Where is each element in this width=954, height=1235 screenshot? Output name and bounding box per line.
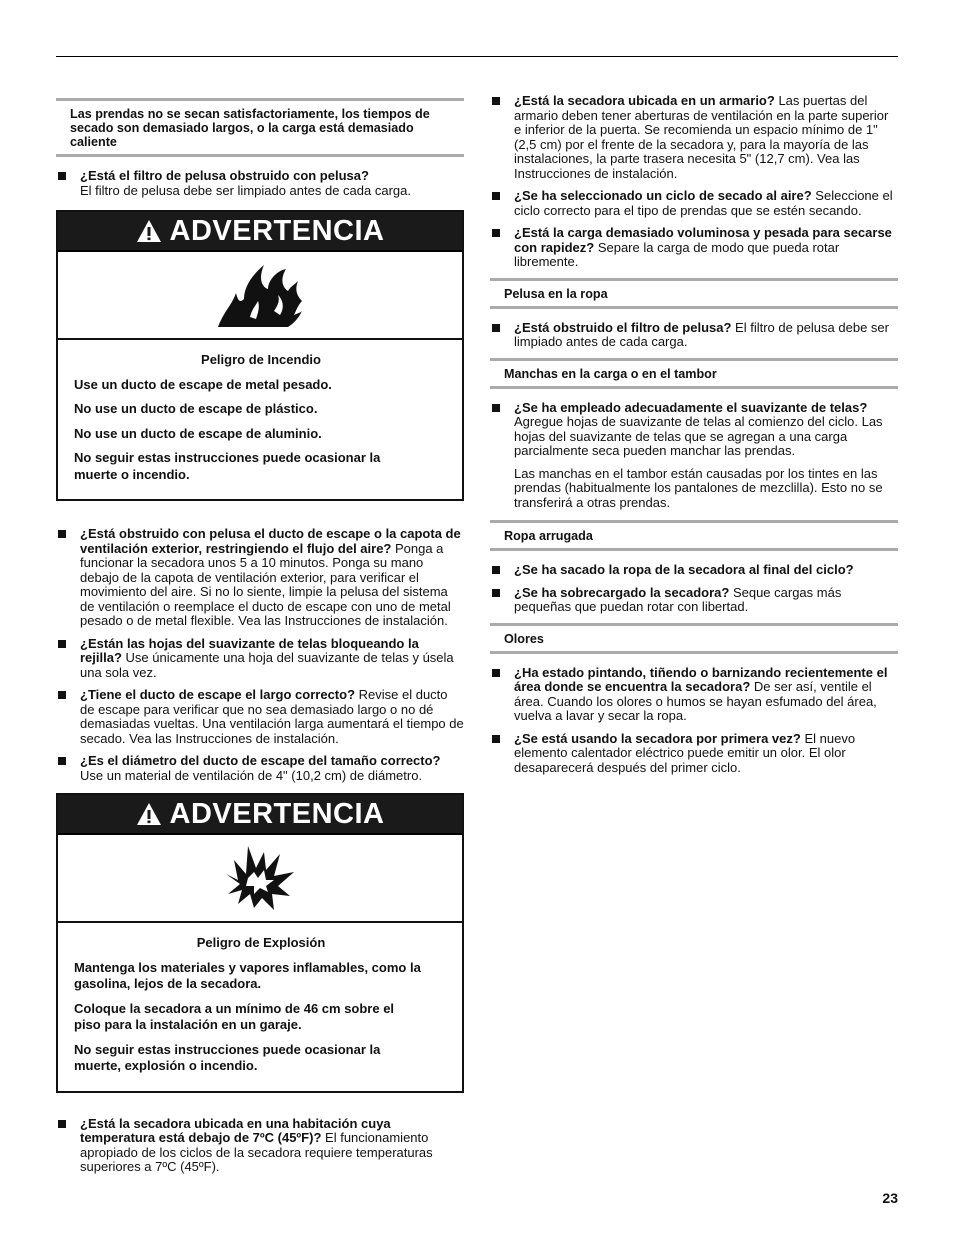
list-item [56, 754, 464, 783]
page-number: 23 [882, 1190, 898, 1206]
list-item [490, 401, 898, 459]
item-list-top [490, 94, 898, 270]
warning-line: No seguir estas instrucciones puede ocasionar la muerte o incendio. [74, 450, 381, 482]
item-answer: El funcionamiento apropiado de los ciclos de la secadora requiere temperaturas superiores a 7ºC (45ºF). [80, 1130, 433, 1174]
item-question: ¿Está la secadora ubicada en un armario? [514, 93, 775, 108]
section-heading-olores: Olores [490, 623, 898, 654]
item-question: ¿Se ha empleado adecuadamente el suavizante de telas? [514, 399, 868, 415]
top-rule [56, 56, 898, 57]
item-question: ¿Es el diámetro del ducto de escape del tamaño correcto? [80, 753, 441, 768]
list-item [56, 688, 464, 746]
list-item [490, 732, 898, 776]
warning-triangle-icon [136, 219, 162, 243]
bullet-icon [58, 757, 66, 765]
item-question: ¿Está la carga demasiado voluminosa y pesada para secarse con rapidez? [514, 225, 892, 255]
item-question: ¿Está obstruido con pelusa el ducto de escape o la capota de ventilación exterior, restringiendo el flujo del aire? [80, 526, 461, 556]
warning-line: No seguir estas instrucciones puede ocasionar la muerte, explosión o incendio. [74, 1041, 381, 1073]
item-question: ¿Se ha sacado la ropa de la secadora al final del ciclo? [514, 562, 854, 577]
bullet-icon [58, 172, 66, 180]
bullet-icon [492, 404, 500, 412]
item-question: ¿Ha estado pintando, tiñendo o barnizando recientemente el área donde se encuentra la secadora? [514, 664, 888, 694]
list-item [490, 586, 898, 615]
item-answer: Ponga a funcionar la secadora unos 5 a 10 minutos. Ponga su mano debajo de la capota de ventilación exterior, para verificar el movimiento del aire. Si no lo siente, limpie la pelusa del sistema de ventilación o reemplace el ducto de escape con uno de metal pesado o de metal flexible. Vea las Instrucciones de instalación. [80, 540, 451, 628]
bullet-icon [58, 530, 66, 538]
item-answer: Agregue hojas de suavizante de telas al comienzo del ciclo. Las hojas del suavizante de telas que se agregan a una carga parcialmente seca pueden manchar las prendas. [514, 414, 883, 458]
bullet-icon [58, 691, 66, 699]
warning-line: No use un ducto de escape de aluminio. [74, 425, 322, 441]
bullet-icon [492, 566, 500, 574]
warning-box-fire [56, 210, 464, 501]
item-answer: Seque cargas más pequeñas que puedan rotar con libertad. [514, 584, 842, 614]
right-column [490, 94, 898, 783]
bullet-icon [492, 229, 500, 237]
item-answer: El filtro de pelusa debe ser limpiado antes de cada carga. [80, 182, 411, 198]
list-item [56, 1117, 464, 1175]
bullet-icon [492, 97, 500, 105]
warning-triangle-icon [136, 802, 162, 826]
warning-box-explosion [56, 793, 464, 1093]
bullet-icon [492, 669, 500, 677]
list-item [56, 637, 464, 681]
item-answer: Use un material de ventilación de 4" (10,2 cm) de diámetro. [80, 767, 423, 783]
list-item [490, 321, 898, 350]
manchas-note: Las manchas en el tambor están causadas por los tintes en las prendas (habitualmente los pantalones de mezclilla). Esto no se transferirá a otras prendas. [514, 465, 883, 510]
warning-line: Use un ducto de escape de metal pesado. [74, 376, 332, 392]
item-question: ¿Están las hojas del suavizante de telas bloqueando la rejilla? [80, 635, 419, 665]
item-list-b [56, 527, 464, 783]
item-question: ¿Está obstruido el filtro de pelusa? [514, 319, 732, 335]
bullet-icon [492, 735, 500, 743]
item-answer: Revise el ducto de escape para verificar que no sea demasiado largo o no dé demasiadas vueltas. Una ventilación larga aumentará el tiempo de secado. Vea las Instrucciones de instalación. [80, 687, 464, 746]
warning-line: No use un ducto de escape de plástico. [74, 401, 318, 416]
item-list-c [56, 1117, 464, 1175]
left-column [56, 98, 464, 1183]
list-item [56, 527, 464, 629]
item-answer: Use únicamente una hoja del suavizante de telas y úsela una sola vez. [80, 650, 454, 680]
item-question: ¿Se está usando la secadora por primera vez? [514, 730, 801, 746]
item-answer: Separe la carga de modo que pueda rotar libremente. [514, 239, 840, 269]
item-question: ¿Se ha sobrecargado la secadora? [514, 584, 730, 600]
section-heading-arrugada: Ropa arrugada [490, 520, 898, 551]
explosion-icon [224, 844, 296, 912]
warning-line: Mantenga los materiales y vapores inflamables, como la gasolina, lejos de la secadora. [74, 959, 421, 991]
bullet-icon [58, 1120, 66, 1128]
item-question: ¿Tiene el ducto de escape el largo correcto? [80, 687, 356, 702]
item-question: ¿Está el filtro de pelusa obstruido con pelusa? [80, 168, 369, 183]
list-item [490, 666, 898, 724]
item-answer: De ser así, ventile el área. Cuando los olores o humos se hayan esfumado del área, vuelva a lavar y secar la ropa. [514, 679, 877, 723]
list-item [490, 94, 898, 181]
warning-subtitle: Peligro de Incendio [201, 352, 321, 367]
section-heading-manchas: Manchas en la carga o en el tambor [490, 358, 898, 389]
item-list-a [56, 169, 464, 198]
fire-icon [214, 261, 306, 329]
warning-header [58, 212, 462, 252]
warning-title: ADVERTENCIA [169, 797, 385, 830]
item-answer: El filtro de pelusa debe ser limpiado antes de cada carga. [514, 319, 889, 349]
warning-header [58, 795, 462, 835]
item-answer: Las puertas del armario deben tener aberturas de ventilación en la parte superior e inferior de la puerta. Se recomienda un espacio mínimo de 1" (2,5 cm) por el frente de la secadora y, para la mayoría de las instalaciones, la parte trasera necesita 5" (12,7 cm). Vea las Instrucciones de instalación. [514, 93, 889, 181]
item-question: ¿Está la secadora ubicada en una habitación cuya temperatura está debajo de 7ºC (45ºF)? [80, 1115, 391, 1145]
section-heading-secado: Las prendas no se secan satisfactoriamente, los tiempos de secado son demasiado largos, o la carga está demasiado caliente [56, 98, 464, 157]
list-item [490, 563, 898, 578]
section-heading-pelusa: Pelusa en la ropa [490, 278, 898, 309]
list-item [490, 226, 898, 270]
warning-line: Coloque la secadora a un mínimo de 46 cm sobre el piso para la instalación en un garaje. [74, 1000, 395, 1032]
item-answer: Seleccione el ciclo correcto para el tipo de prendas que se estén secando. [514, 188, 893, 218]
bullet-icon [492, 324, 500, 332]
item-answer: El nuevo elemento calentador eléctrico puede emitir un olor. El olor desaparecerá después del primer ciclo. [514, 730, 856, 775]
bullet-icon [492, 589, 500, 597]
bullet-icon [492, 192, 500, 200]
warning-title: ADVERTENCIA [169, 214, 385, 247]
list-item [56, 169, 464, 198]
list-item [490, 189, 898, 218]
warning-subtitle: Peligro de Explosión [196, 935, 326, 950]
bullet-icon [58, 640, 66, 648]
item-question: ¿Se ha seleccionado un ciclo de secado al aire? [514, 188, 812, 203]
